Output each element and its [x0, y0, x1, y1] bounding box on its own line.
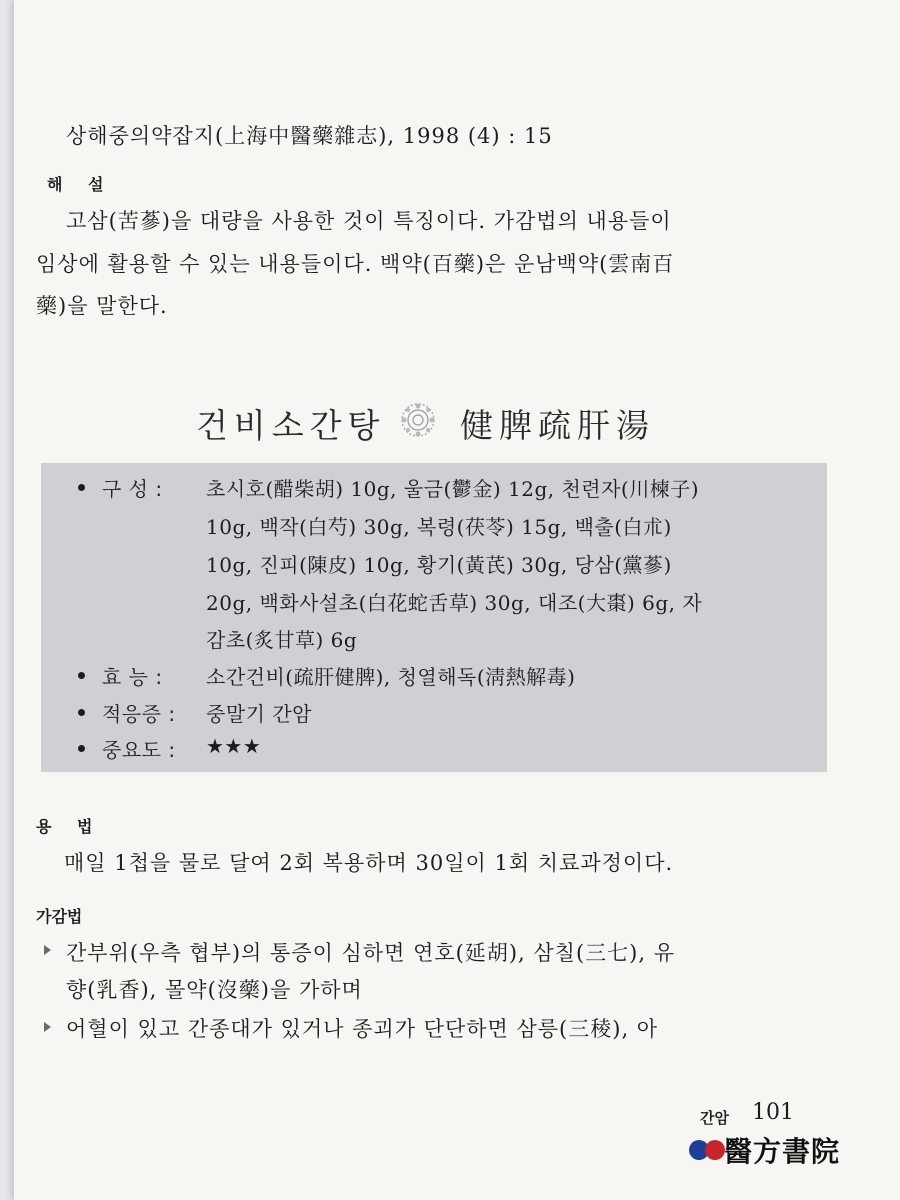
- bullet-efficacy: [78, 672, 85, 679]
- modification-2-line-1: 어혈이 있고 간종대가 있거나 종괴가 단단하면 삼릉(三稜), 아: [66, 1017, 659, 1041]
- footer-section-name: 간암: [700, 1109, 729, 1127]
- composition-line-3: 10g, 진피(陳皮) 10g, 황기(黃芪) 30g, 당삼(黨蔘): [206, 553, 672, 577]
- commentary-line-2: 임상에 활용할 수 있는 내용들이다. 백약(百藥)은 운남백약(雲南百: [36, 252, 675, 276]
- indication-value: 중말기 간암: [206, 702, 312, 726]
- composition-line-5: 감초(炙甘草) 6g: [206, 628, 358, 652]
- efficacy-value: 소간건비(疏肝健脾), 청열해독(淸熱解毒): [206, 665, 576, 689]
- usage-heading: 용 법: [36, 817, 103, 836]
- modification-1-marker: [44, 945, 51, 955]
- modification-2-marker: [44, 1022, 51, 1032]
- prescription-title-hanja: 健脾疏肝湯: [460, 406, 655, 445]
- book-page: [14, 0, 900, 1200]
- importance-stars: ★★★: [206, 734, 262, 758]
- composition-line-2: 10g, 백작(白芍) 30g, 복령(茯苓) 15g, 백출(白朮): [206, 515, 672, 539]
- bullet-indication: [78, 709, 85, 716]
- composition-line-4: 20g, 백화사설초(白花蛇舌草) 30g, 대조(大棗) 6g, 자: [206, 591, 703, 615]
- prescription-title-korean: 건비소간탕: [196, 406, 386, 445]
- reference-citation: 상해중의약잡지(上海中醫藥雜志), 1998 (4) : 15: [66, 124, 553, 148]
- bullet-importance: [78, 745, 85, 752]
- composition-line-1: 초시호(醋柴胡) 10g, 울금(鬱金) 12g, 천련자(川楝子): [206, 477, 700, 501]
- modification-1-line-2: 향(乳香), 몰약(沒藥)을 가하며: [66, 978, 363, 1002]
- prescription-info-box: [41, 463, 827, 772]
- modification-1-line-1: 간부위(우측 협부)의 통증이 심하면 연호(延胡), 삼칠(三七), 유: [66, 941, 675, 965]
- efficacy-label: 효 능 :: [102, 665, 163, 689]
- usage-text: 매일 1첩을 물로 달여 2회 복용하며 30일이 1회 치료과정이다.: [64, 851, 674, 875]
- modifications-heading: 가감법: [36, 907, 83, 926]
- bullet-composition: [78, 484, 85, 491]
- page-number: 101: [752, 1100, 794, 1125]
- commentary-heading: 해 설: [47, 175, 114, 194]
- commentary-line-3: 藥)을 말한다.: [36, 294, 168, 318]
- importance-label: 중요도 :: [102, 738, 176, 762]
- composition-label: 구 성 :: [102, 477, 163, 501]
- commentary-line-1: 고삼(苦蔘)을 대량을 사용한 것이 특징이다. 가감법의 내용들이: [66, 209, 672, 233]
- flower-ornament-icon: [397, 400, 439, 440]
- indication-label: 적응증 :: [102, 702, 176, 726]
- publisher-name: 醫方書院: [724, 1135, 841, 1168]
